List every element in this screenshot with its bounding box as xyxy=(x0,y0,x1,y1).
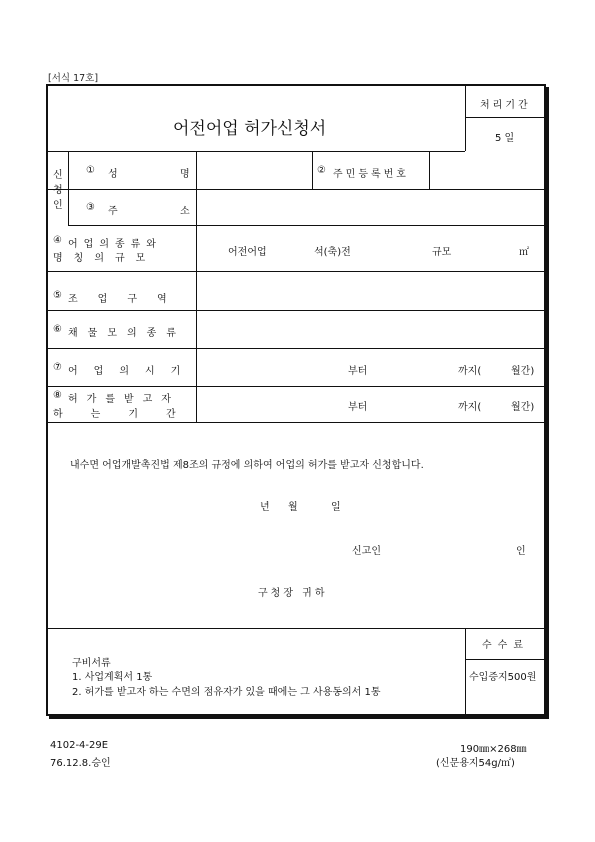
applicant-group-label: 신 xyxy=(53,170,63,181)
row8-number: ⑧ xyxy=(53,390,62,401)
divider xyxy=(465,86,466,151)
divider xyxy=(465,659,544,660)
required-document-item: 2. 허가를 받고자 하는 수면의 점유자가 있을 때에는 그 사용동의서 1통 xyxy=(72,687,381,698)
date-day-label: 일 xyxy=(331,502,341,513)
form-title: 어전어업 허가신청서 xyxy=(173,119,327,139)
row4-label: 어업의종류와 xyxy=(68,239,162,250)
row8-label: 허가를받고자 xyxy=(68,394,180,405)
seal-label: 인 xyxy=(516,546,526,557)
from-label: 부터 xyxy=(348,366,368,377)
application-form xyxy=(46,84,546,716)
fee-label: 수수료 xyxy=(482,640,529,651)
applicant-signature-label: 신고인 xyxy=(352,546,381,557)
divider xyxy=(48,628,544,629)
applicant-group-label: 청 xyxy=(53,185,63,196)
address-field-number: ③ xyxy=(86,202,95,213)
divider xyxy=(68,225,544,226)
divider xyxy=(48,151,465,152)
row5-number: ⑤ xyxy=(53,290,62,301)
row4-number: ④ xyxy=(53,235,62,246)
row6-number: ⑥ xyxy=(53,324,62,335)
rrn-field-number: ② xyxy=(317,165,326,176)
months-label: 월간) xyxy=(511,366,535,377)
form-code: 4102-4-29E xyxy=(50,740,109,751)
from-label: 부터 xyxy=(348,402,368,413)
name-field-number: ① xyxy=(86,165,95,176)
divider xyxy=(465,117,544,118)
paper-spec: (신문용지54g/㎡) xyxy=(436,758,515,769)
divider xyxy=(429,151,430,189)
divider xyxy=(48,422,544,423)
until-label: 까지( xyxy=(458,366,482,377)
row6-label: 채물모의종류 xyxy=(68,328,186,339)
rrn-field-label: 주민등록번호 xyxy=(333,169,409,180)
divider xyxy=(48,310,544,311)
divider xyxy=(196,151,197,422)
row7-number: ⑦ xyxy=(53,362,62,373)
date-month-label: 월 xyxy=(288,502,298,513)
divider xyxy=(48,189,544,190)
name-field-label: 명 xyxy=(180,169,190,180)
name-field-label: 성 xyxy=(108,169,118,180)
application-statement: 내수면 어업개발촉진법 제8조의 규정에 의하여 어업의 허가를 받고자 신청합니다. xyxy=(70,460,424,471)
fishery-type-value: 어전어업 xyxy=(228,247,267,258)
approval-date: 76.12.8.승인 xyxy=(50,758,111,769)
date-year-label: 년 xyxy=(260,502,270,513)
row7-label: 어업의시기 xyxy=(68,366,197,377)
divider xyxy=(465,628,466,714)
address-field-label: 소 xyxy=(180,206,190,217)
addressee: 구청장 귀하 xyxy=(258,588,328,599)
divider xyxy=(48,271,544,272)
divider xyxy=(48,348,544,349)
row5-label: 조업구역 xyxy=(68,294,187,305)
divider xyxy=(48,386,544,387)
required-documents-heading: 구비서류 xyxy=(72,658,111,669)
row8-label: 하는기간 xyxy=(53,409,204,420)
area-unit: ㎡ xyxy=(519,247,529,258)
paper-size: 190㎜×268㎜ xyxy=(460,744,527,755)
fee-value: 수입증지500원 xyxy=(469,672,537,683)
applicant-group-label: 인 xyxy=(53,200,63,211)
address-field-label: 주 xyxy=(108,206,118,217)
row4-label: 명칭의규모 xyxy=(53,253,157,264)
divider xyxy=(312,151,313,189)
months-label: 월간) xyxy=(511,402,535,413)
processing-period-value: 5 일 xyxy=(495,133,515,144)
scale-label: 규모 xyxy=(432,247,452,258)
divider xyxy=(68,151,69,225)
form-number-label: [서식 17호] xyxy=(48,73,99,84)
fishery-stone-label: 석(축)전 xyxy=(314,247,351,258)
processing-period-label: 처리기간 xyxy=(480,100,531,111)
until-label: 까지( xyxy=(458,402,482,413)
required-document-item: 1. 사업계획서 1통 xyxy=(72,672,153,683)
